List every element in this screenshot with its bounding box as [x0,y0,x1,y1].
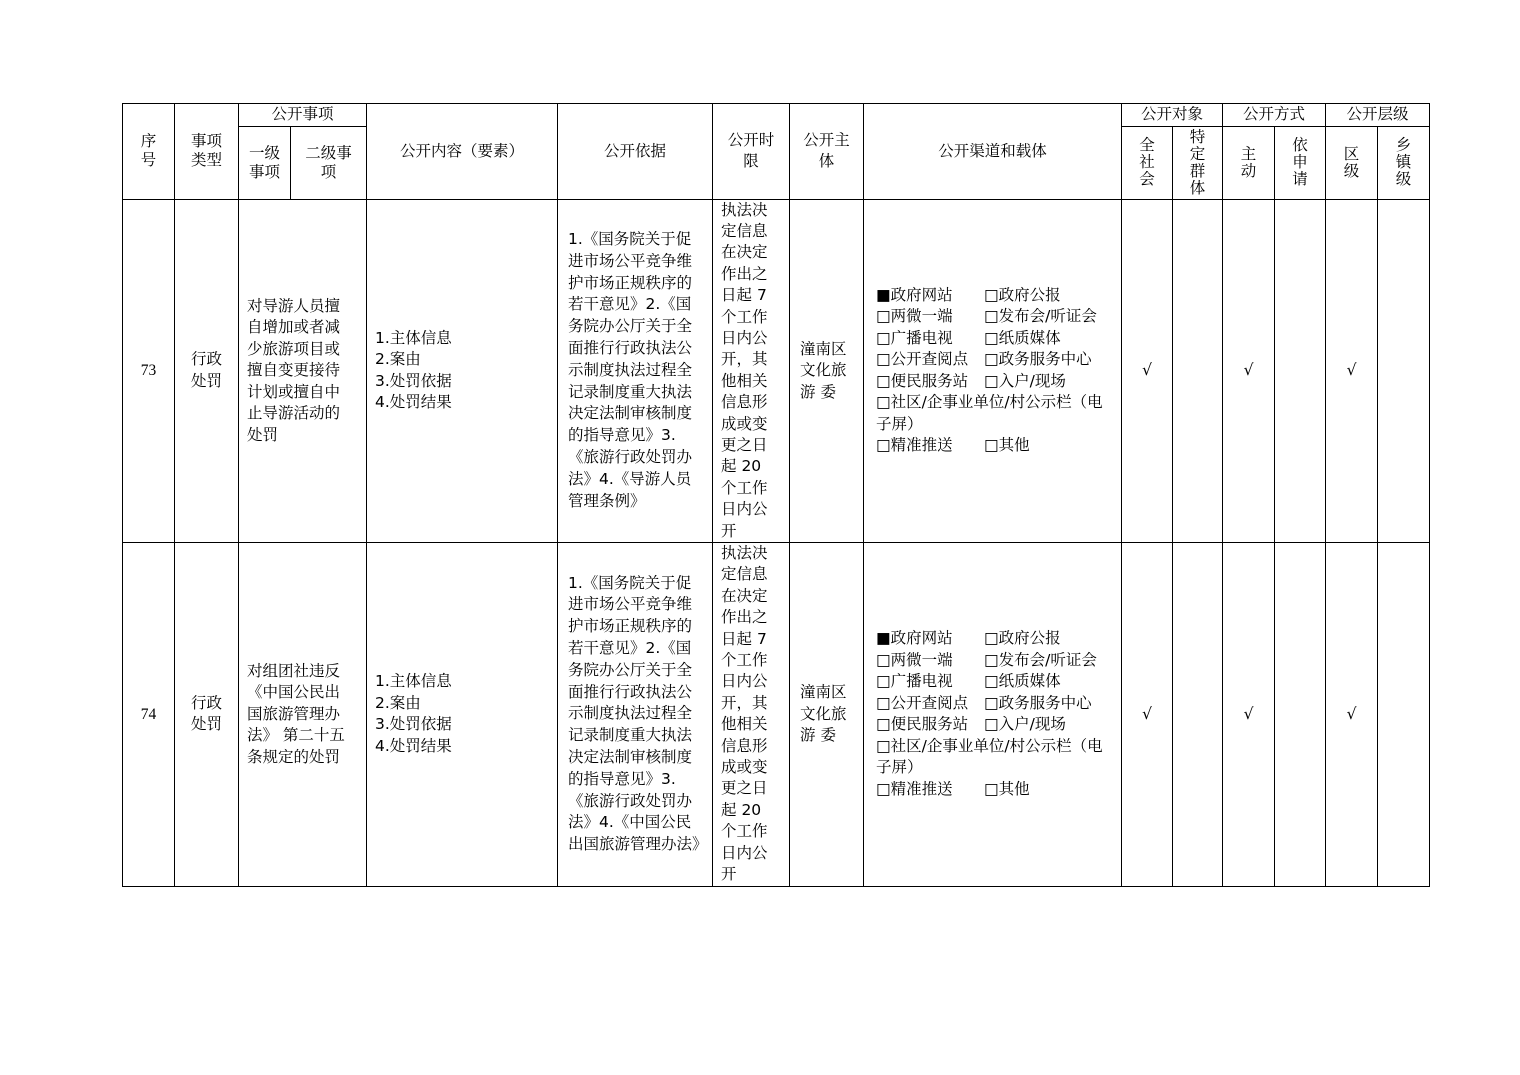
header-method-group: 公开方式 [1223,104,1326,127]
row-item: 对导游人员擅自增加或者减少旅游项目或擅自变更接待计划或擅自中止导游活动的处罚 [239,199,367,543]
row-subject: 潼南区文化旅游 委 [790,199,864,543]
row-seq: 74 [123,543,175,887]
row-time-limit: 执法决定信息在决定作出之日起 7 个工作日内公开，其他相关信息形成或变更之日起 20 个工作日内公开 [713,543,790,887]
header-target-specific: 特定群体 [1173,126,1223,199]
header-item-group: 公开事项 [239,104,367,127]
table-row [123,199,1430,543]
row-seq: 73 [123,199,175,543]
header-method-apply: 依申请 [1275,126,1326,199]
header-method-active: 主动 [1223,126,1275,199]
row-channels: ■政府网站 □政府公报 □两微一端 □发布会/听证会 □广播电视 □纸质媒体 □公开查阅点 □政务服务中心 □便民服务站 □入户/现场 □社区/企事业单位/村公示栏（电子屏） □精准推送 □其他 [864,199,1122,543]
row-level-district: √ [1326,199,1378,543]
header-subject: 公开主体 [790,104,864,200]
header-type: 事项类型 [175,104,239,200]
header-seq: 序号 [123,104,175,200]
row-item: 对组团社违反《中国公民出国旅游管理办法》 第二十五条规定的处罚 [239,543,367,887]
row-content: 1.主体信息 2.案由 3.处罚依据 4.处罚结果 [367,199,558,543]
row-basis: 1.《国务院关于促进市场公平竞争维护市场正规秩序的若干意见》2.《国务院办公厅关于全面推行行政执法公示制度执法过程全记录制度重大执法决定法制审核制度的指导意见》3.《旅游行政处罚办法》4.《导游人员管理条例》 [558,199,713,543]
row-target-specific [1173,543,1223,887]
row-method-apply [1275,199,1326,543]
row-type: 行政处罚 [175,199,239,543]
table-row [123,543,1430,887]
row-target-specific [1173,199,1223,543]
row-content: 1.主体信息 2.案由 3.处罚依据 4.处罚结果 [367,543,558,887]
row-method-apply [1275,543,1326,887]
header-basis: 公开依据 [558,104,713,200]
row-type: 行政处罚 [175,543,239,887]
row-basis: 1.《国务院关于促进市场公平竞争维护市场正规秩序的若干意见》2.《国务院办公厅关于全面推行行政执法公示制度执法过程全记录制度重大执法决定法制审核制度的指导意见》3.《旅游行政处罚办法》4.《中国公民出国旅游管理办法》 [558,543,713,887]
row-level-town [1378,199,1430,543]
header-level1: 一级事项 [239,126,291,199]
row-subject: 潼南区文化旅游 委 [790,543,864,887]
row-target-all: √ [1122,543,1173,887]
row-channels: ■政府网站 □政府公报 □两微一端 □发布会/听证会 □广播电视 □纸质媒体 □公开查阅点 □政务服务中心 □便民服务站 □入户/现场 □社区/企事业单位/村公示栏（电子屏） □精准推送 □其他 [864,543,1122,887]
header-target-group: 公开对象 [1122,104,1223,127]
header-level-group: 公开层级 [1326,104,1430,127]
header-target-all: 全社会 [1122,126,1173,199]
row-level-district: √ [1326,543,1378,887]
header-time-limit: 公开时限 [713,104,790,200]
row-method-active: √ [1223,543,1275,887]
header-level-town: 乡镇级 [1378,126,1430,199]
row-method-active: √ [1223,199,1275,543]
row-target-all: √ [1122,199,1173,543]
header-channel: 公开渠道和载体 [864,104,1122,200]
disclosure-table [122,103,1430,887]
header-content: 公开内容（要素） [367,104,558,200]
row-time-limit: 执法决定信息在决定作出之日起 7 个工作日内公开，其他相关信息形成或变更之日起 20 个工作日内公开 [713,199,790,543]
header-level2: 二级事项 [291,126,367,199]
row-level-town [1378,543,1430,887]
header-level-district: 区级 [1326,126,1378,199]
